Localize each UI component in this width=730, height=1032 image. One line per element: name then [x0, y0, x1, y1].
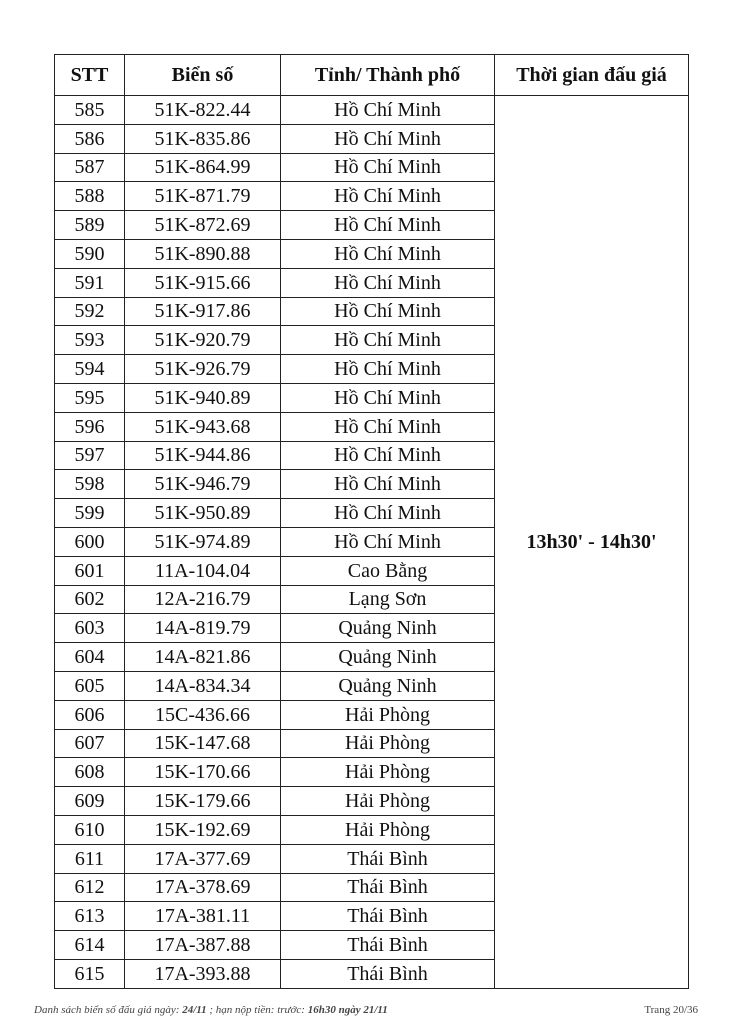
table-header-row [55, 55, 689, 96]
cell-stt: 610 [55, 815, 125, 844]
cell-stt: 585 [55, 96, 125, 125]
cell-province: Quảng Ninh [281, 671, 495, 700]
cell-province: Cao Bằng [281, 556, 495, 585]
cell-province: Lạng Sơn [281, 585, 495, 614]
header-plate-number: Biển số [125, 55, 281, 96]
cell-stt: 613 [55, 902, 125, 931]
table-body [55, 96, 689, 989]
cell-plate-number: 14A-834.34 [125, 671, 281, 700]
cell-stt: 599 [55, 499, 125, 528]
cell-plate-number: 51K-872.69 [125, 211, 281, 240]
cell-stt: 598 [55, 470, 125, 499]
cell-stt: 596 [55, 412, 125, 441]
cell-stt: 606 [55, 700, 125, 729]
cell-province: Hồ Chí Minh [281, 297, 495, 326]
cell-province: Hải Phòng [281, 815, 495, 844]
cell-province: Hải Phòng [281, 729, 495, 758]
header-province: Tỉnh/ Thành phố [281, 55, 495, 96]
cell-stt: 615 [55, 959, 125, 988]
cell-plate-number: 51K-946.79 [125, 470, 281, 499]
cell-plate-number: 51K-950.89 [125, 499, 281, 528]
cell-stt: 601 [55, 556, 125, 585]
cell-plate-number: 15K-192.69 [125, 815, 281, 844]
cell-province: Hồ Chí Minh [281, 470, 495, 499]
cell-province: Hồ Chí Minh [281, 326, 495, 355]
cell-plate-number: 14A-819.79 [125, 614, 281, 643]
cell-plate-number: 51K-974.89 [125, 527, 281, 556]
cell-plate-number: 12A-216.79 [125, 585, 281, 614]
cell-stt: 589 [55, 211, 125, 240]
cell-stt: 595 [55, 383, 125, 412]
cell-stt: 590 [55, 239, 125, 268]
cell-province: Thái Bình [281, 959, 495, 988]
cell-plate-number: 51K-890.88 [125, 239, 281, 268]
cell-plate-number: 51K-917.86 [125, 297, 281, 326]
cell-plate-number: 51K-822.44 [125, 96, 281, 125]
footer-deadline: 16h30 ngày 21/11 [307, 1004, 388, 1016]
cell-plate-number: 51K-940.89 [125, 383, 281, 412]
cell-stt: 593 [55, 326, 125, 355]
cell-province: Hồ Chí Minh [281, 96, 495, 125]
cell-plate-number: 51K-926.79 [125, 355, 281, 384]
cell-plate-number: 17A-378.69 [125, 873, 281, 902]
cell-plate-number: 17A-387.88 [125, 931, 281, 960]
cell-province: Thái Bình [281, 873, 495, 902]
cell-province: Thái Bình [281, 931, 495, 960]
cell-plate-number: 51K-943.68 [125, 412, 281, 441]
cell-stt: 611 [55, 844, 125, 873]
cell-province: Hồ Chí Minh [281, 355, 495, 384]
cell-stt: 600 [55, 527, 125, 556]
cell-province: Hồ Chí Minh [281, 383, 495, 412]
cell-plate-number: 51K-944.86 [125, 441, 281, 470]
cell-stt: 602 [55, 585, 125, 614]
cell-stt: 587 [55, 153, 125, 182]
cell-plate-number: 51K-871.79 [125, 182, 281, 211]
cell-stt: 609 [55, 787, 125, 816]
cell-province: Hải Phòng [281, 700, 495, 729]
cell-province: Hồ Chí Minh [281, 239, 495, 268]
cell-plate-number: 17A-393.88 [125, 959, 281, 988]
footer-prefix: Danh sách biển số đấu giá ngày: [34, 1004, 183, 1016]
cell-plate-number: 14A-821.86 [125, 643, 281, 672]
cell-stt: 607 [55, 729, 125, 758]
cell-province: Hải Phòng [281, 787, 495, 816]
cell-plate-number: 17A-377.69 [125, 844, 281, 873]
footer-middle: ; hạn nộp tiền: trước: [206, 1004, 308, 1016]
cell-province: Hồ Chí Minh [281, 124, 495, 153]
cell-stt: 586 [55, 124, 125, 153]
cell-stt: 588 [55, 182, 125, 211]
cell-stt: 614 [55, 931, 125, 960]
cell-province: Hồ Chí Minh [281, 527, 495, 556]
plate-auction-table [54, 54, 689, 989]
cell-plate-number: 17A-381.11 [125, 902, 281, 931]
cell-plate-number: 15K-179.66 [125, 787, 281, 816]
cell-province: Hồ Chí Minh [281, 268, 495, 297]
cell-province: Hải Phòng [281, 758, 495, 787]
page-number: Trang 20/36 [644, 1004, 698, 1016]
cell-stt: 594 [55, 355, 125, 384]
cell-province: Hồ Chí Minh [281, 182, 495, 211]
cell-province: Hồ Chí Minh [281, 211, 495, 240]
cell-plate-number: 51K-835.86 [125, 124, 281, 153]
page-footer [34, 1004, 698, 1016]
cell-plate-number: 15C-436.66 [125, 700, 281, 729]
cell-stt: 592 [55, 297, 125, 326]
cell-province: Hồ Chí Minh [281, 153, 495, 182]
cell-plate-number: 15K-147.68 [125, 729, 281, 758]
cell-province: Thái Bình [281, 902, 495, 931]
cell-plate-number: 11A-104.04 [125, 556, 281, 585]
cell-province: Hồ Chí Minh [281, 412, 495, 441]
footer-auction-date: 24/11 [182, 1004, 207, 1016]
cell-province: Quảng Ninh [281, 643, 495, 672]
header-auction-time: Thời gian đấu giá [495, 55, 689, 96]
cell-stt: 604 [55, 643, 125, 672]
cell-stt: 597 [55, 441, 125, 470]
header-stt: STT [55, 55, 125, 96]
cell-plate-number: 51K-920.79 [125, 326, 281, 355]
cell-plate-number: 15K-170.66 [125, 758, 281, 787]
cell-auction-time: 13h30' - 14h30' [495, 96, 689, 989]
cell-province: Hồ Chí Minh [281, 441, 495, 470]
cell-stt: 603 [55, 614, 125, 643]
table-row [55, 96, 689, 125]
cell-stt: 612 [55, 873, 125, 902]
cell-stt: 591 [55, 268, 125, 297]
cell-province: Hồ Chí Minh [281, 499, 495, 528]
cell-plate-number: 51K-915.66 [125, 268, 281, 297]
cell-plate-number: 51K-864.99 [125, 153, 281, 182]
cell-stt: 608 [55, 758, 125, 787]
cell-stt: 605 [55, 671, 125, 700]
cell-province: Thái Bình [281, 844, 495, 873]
cell-province: Quảng Ninh [281, 614, 495, 643]
